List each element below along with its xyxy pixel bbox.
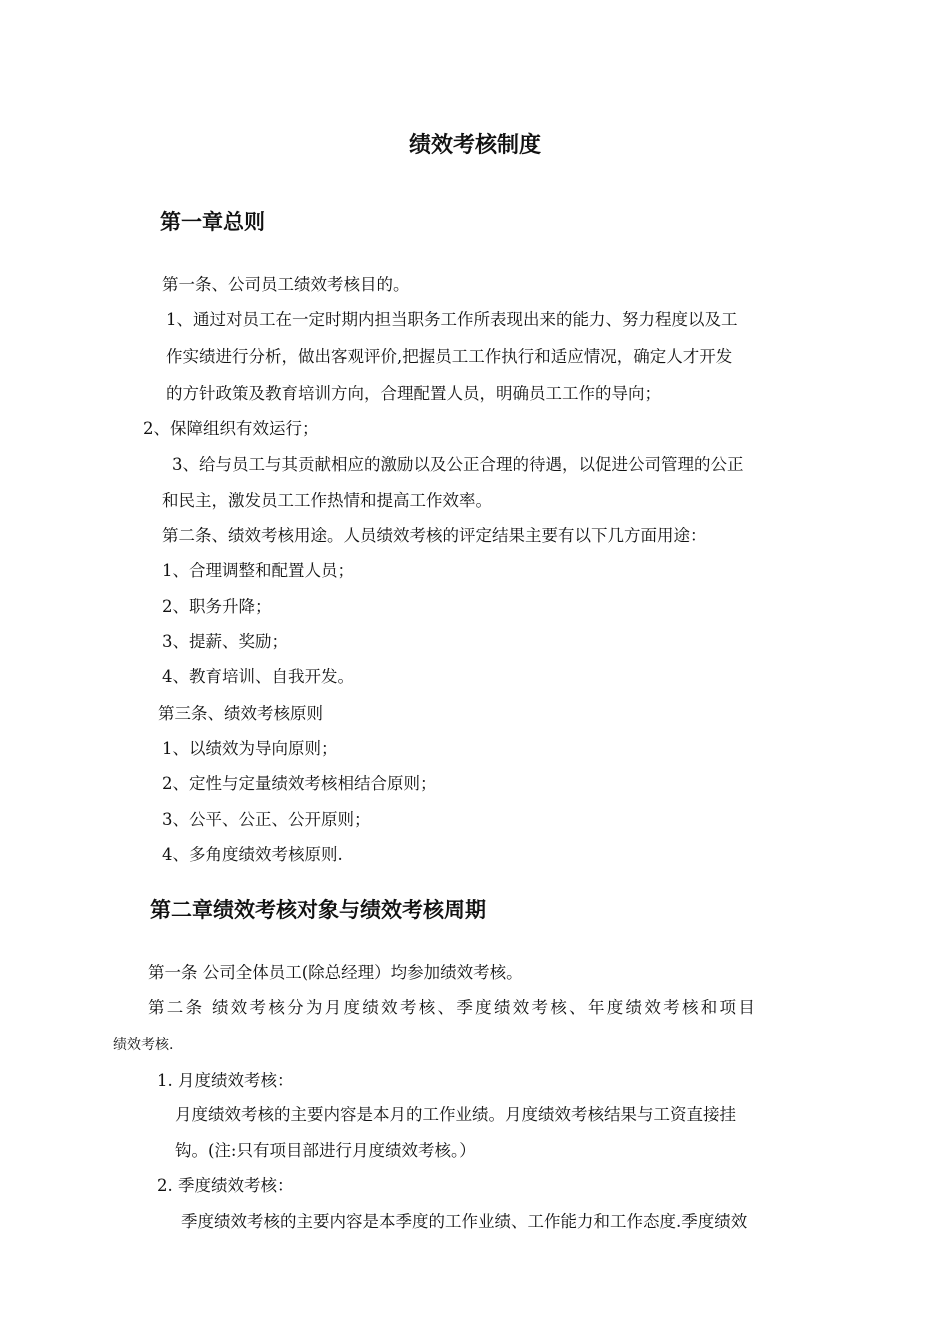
monthly-appraisal-line-1: 月度绩效考核的主要内容是本月的工作业绩。月度绩效考核结果与工资直接挂: [175, 1105, 736, 1124]
article-1-item-2: 2、保障组织有效运行；: [143, 419, 319, 438]
monthly-appraisal-title: 1. 月度绩效考核：: [157, 1071, 294, 1090]
chapter-2-article-2-line-2: 绩效考核.: [113, 1037, 174, 1053]
article-3-title: 第三条、绩效考核原则: [158, 704, 323, 723]
article-1-item-1-line-2: 作实绩进行分析，做出客观评价,把握员工工作执行和适应情况，确定人才开发: [166, 347, 733, 366]
chapter-2-article-2-line-1: 第二条 绩效考核分为月度绩效考核、季度绩效考核、年度绩效考核和项目: [148, 998, 758, 1017]
article-2-item-4: 4、教育培训、自我开发。: [162, 667, 354, 686]
quarterly-appraisal-line-1: 季度绩效考核的主要内容是本季度的工作业绩、工作能力和工作态度.季度绩效: [181, 1212, 748, 1231]
article-3-item-4: 4、多角度绩效考核原则.: [162, 845, 343, 864]
article-2-item-2: 2、职务升降；: [162, 597, 272, 616]
monthly-appraisal-line-2: 钩。(注:只有项目部进行月度绩效考核。）: [175, 1141, 476, 1160]
article-3-item-2: 2、定性与定量绩效考核相结合原则；: [162, 774, 437, 793]
article-2-item-3: 3、提薪、奖励；: [162, 632, 288, 651]
chapter-2-heading: 第二章绩效考核对象与绩效考核周期: [150, 898, 486, 922]
article-1-item-1-line-1: 1、通过对员工在一定时期内担当职务工作所表现出来的能力、努力程度以及工: [166, 310, 738, 329]
article-1-item-3-line-2: 和民主，激发员工工作热情和提高工作效率。: [162, 491, 492, 510]
document-title: 绩效考核制度: [408, 133, 541, 158]
quarterly-appraisal-title: 2. 季度绩效考核：: [157, 1176, 294, 1195]
article-1-item-3-line-1: 3、给与员工与其贡献相应的激励以及公正合理的待遇，以促进公司管理的公正: [172, 455, 744, 474]
article-2-item-1: 1、合理调整和配置人员；: [162, 561, 354, 580]
chapter-1-heading: 第一章总则: [160, 210, 265, 234]
article-2-title: 第二条、绩效考核用途。人员绩效考核的评定结果主要有以下几方面用途：: [162, 526, 707, 545]
article-1-title: 第一条、公司员工绩效考核目的。: [162, 275, 410, 294]
article-3-item-3: 3、公平、公正、公开原则；: [162, 810, 371, 829]
chapter-2-article-1: 第一条 公司全体员工(除总经理）均参加绩效考核。: [148, 963, 523, 982]
article-1-item-1-line-3: 的方针政策及教育培训方向，合理配置人员，明确员工工作的导向；: [166, 384, 661, 403]
article-3-item-1: 1、以绩效为导向原则；: [162, 739, 338, 758]
